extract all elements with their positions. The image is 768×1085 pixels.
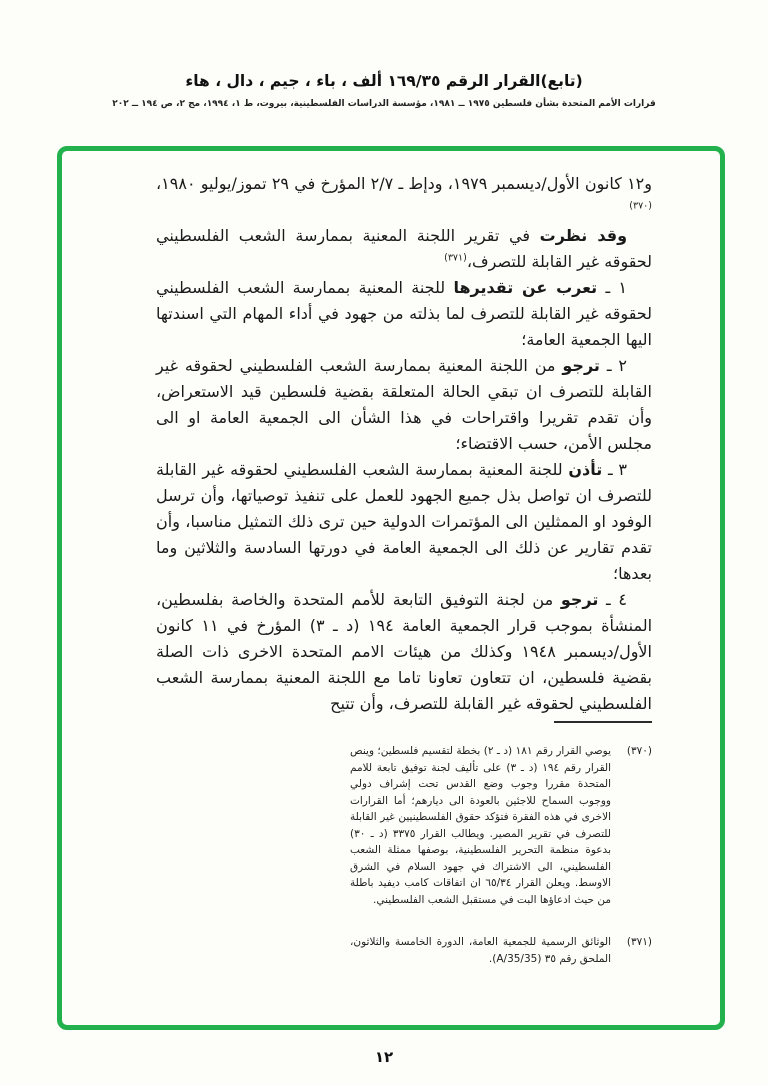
paragraph [156, 223, 652, 275]
paragraph [156, 587, 652, 717]
text-run: من اللجنة المعنية بممارسة الشعب الفلسطيني لحقوقه غير القابلة للتصرف ان تبقي الحالة المتعلقة بقضية فلسطين قيد الاستعراض، وأن تقدم تقريرا واقتراحات في هذا الشأن الى الجمعية العامة او الى مجلس الأمن، حسب الاقتضاء؛ [156, 356, 652, 453]
footnotes-section [350, 743, 652, 993]
paragraph [156, 353, 652, 457]
bold-text-run: ترجو [560, 590, 599, 609]
footnote-divider [554, 721, 652, 723]
text-run: و١٢ كانون الأول/ديسمبر ١٩٧٩، ودإط ـ ٢/٧ المؤرخ في ٢٩ تموز/يوليو ١٩٨٠، [156, 174, 652, 193]
footnote-text: يوصي القرار رقم ١٨١ (د ـ ٢) بخطة لتقسيم فلسطين؛ وينص القرار رقم ١٩٤ (د ـ ٣) على تأليف لجنة توفيق تابعة للامم المتحدة مقررا وجوب وضع القدس تحت إشراف دولي ووجوب السماح للاجئين بالعودة الى ديارهم؛ أما القرارات الاخرى في هذه الفقرة فتؤكد حقوق الفلسطينيين غير القابلة للتصرف في تقرير المصير. ويطالب القرار ٣٣٧٥ (د ـ ٣٠) بدعوة منظمة التحرير الفلسطينية، بوصفها ممثلة الشعب الفلسطيني، الى الاشتراك في جهود السلام في الشرق الاوسط. ويعلن القرار ٦٥/٣٤ ان اتفاقات كامب ديفيد باطلة من حيث ادعاؤها البت في مستقبل الشعب الفلسطيني. [350, 745, 612, 906]
footnote [350, 934, 652, 967]
paragraph [156, 457, 652, 587]
text-run: ١ ـ [597, 278, 627, 297]
bold-text-run: تأذن [568, 460, 603, 479]
bold-text-run: ترجو [562, 356, 600, 375]
document-title: (تابع)القرار الرقم ١٦٩/٣٥ ألف ، باء ، جيم ، دال ، هاء [185, 72, 583, 90]
footnote-text: الوثائق الرسمية للجمعية العامة، الدورة الخامسة والثلاثون، الملحق رقم ٣٥ (A/35/35). [350, 936, 611, 965]
footnote-marker: (٣٧١) [626, 936, 652, 948]
body-paragraphs [156, 171, 652, 717]
page-number: ١٢ [374, 1048, 394, 1066]
paragraph [156, 275, 652, 353]
source-citation: قرارات الأمم المتحدة بشأن فلسطين ١٩٧٥ ــ ١٩٨١، مؤسسة الدراسات الفلسطينية، بيروت، ط ١، ١٩٩٤، مج ٢، ص ١٩٤ ــ ٢٠٢ [112, 99, 656, 109]
text-run: في تقرير اللجنة المعنية بممارسة الشعب الفلسطيني لحقوقه غير القابلة للتصرف، [156, 226, 652, 271]
footnote-reference: (٣٧١) [444, 252, 467, 264]
bold-text-run: وقد نظرت [539, 226, 628, 245]
content-frame [57, 146, 725, 1030]
text-run: للجنة المعنية بممارسة الشعب الفلسطيني لحقوقه غير القابلة للتصرف ان تواصل بذل جميع الجهود للعمل على تنفيذ توصياتها، وأن ترسل الوفود او الممثلين الى المؤتمرات الدولية حين ترى ذلك التمثيل مناسبا، وأن تقدم تقارير عن ذلك الى الجمعية العامة في دورتها السادسة والثلاثين وما بعدها؛ [156, 460, 652, 583]
text-run: ٣ ـ [602, 460, 628, 479]
text-run: للجنة المعنية بممارسة الشعب الفلسطيني لحقوقه غير القابلة للتصرف لما بذلته من جهود في أداء المهام التي اسندتها اليها الجمعية العامة؛ [156, 278, 652, 349]
text-run: ٤ ـ [598, 590, 628, 609]
bold-text-run: تعرب عن تقديرها [453, 278, 598, 297]
footnote-reference: (٣٧٠) [629, 200, 652, 212]
text-run: ٢ ـ [599, 356, 628, 375]
footnote [350, 743, 652, 908]
text-run: من لجنة التوفيق التابعة للأمم المتحدة والخاصة بفلسطين، المنشأة بموجب قرار الجمعية العامة ١٩٤ (د ـ ٣) المؤرخ في ١١ كانون الأول/ديسمبر ١٩٤٨ وكذلك من هيئات الامم المتحدة الاخرى ذات الصلة بقضية فلسطين، ان تتعاون تعاونا تاما مع اللجنة المعنية بممارسة الشعب الفلسطيني لحقوقه غير القابلة للتصرف، وأن تتيح [156, 590, 653, 713]
paragraph [156, 171, 652, 223]
footnote-marker: (٣٧٠) [626, 745, 652, 757]
page-header [0, 72, 768, 109]
